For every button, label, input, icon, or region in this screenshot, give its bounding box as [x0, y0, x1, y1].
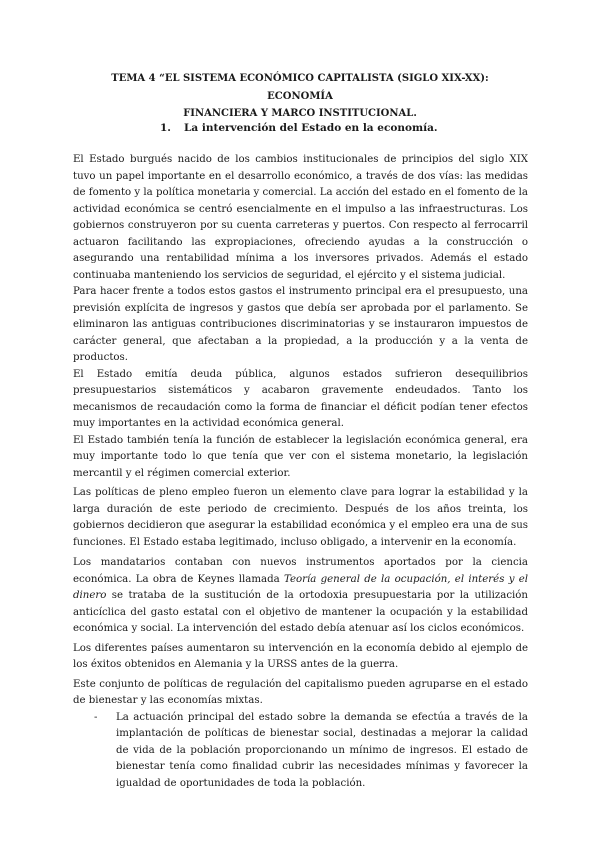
- keynes-text-after: se trataba de la sustitución de la ortodoxia presupuestaria por la utilización anticíclica del gasto estatal con el objetivo de mantener la ocupación y la estabilidad económica y social. La intervención del estado debía atenuar así los ciclos económicos.: [73, 590, 528, 634]
- paragraph-presupuesto: Para hacer frente a todos estos gastos el instrumento principal era el presupuesto, una previsión explícita de ingresos y gastos que debía ser aprobada por el parlamento. Se eliminaron las antiguas contribuciones discriminatorias y se instauraron impuestos de carácter general, que afectaban a la propiedad, a la producción y a la venta de productos.: [73, 286, 528, 363]
- document-title: [80, 70, 520, 123]
- keynes-text-before: Los mandatarios contaban con nuevos instrumentos aportados por la ciencia económica. La obra de Keynes llamada: [73, 557, 528, 585]
- paragraph-legislacion: El Estado también tenía la función de establecer la legislación económica general, era muy importante todo lo que tenía que ver con el sistema monetario, la legislación mercantil y el régimen comercial exterior.: [73, 434, 528, 479]
- paragraph-paises: Los diferentes países aumentaron su intervención en la economía debido al ejemplo de los éxitos obtenidos en Alemania y la URSS antes de la guerra.: [73, 642, 528, 670]
- paragraph-pleno-empleo: Las políticas de pleno empleo fueron un elemento clave para lograr la estabilidad y la larga duración de este periodo de crecimiento. Después de los años treinta, los gobiernos decidieron que asegurar la estabilidad económica y el empleo era una de sus funciones. El Estado estaba legitimado, incluso obligado, a intervenir en la economía.: [73, 487, 528, 548]
- bullet-marker: -: [94, 711, 98, 723]
- list-item-text: La actuación principal del estado sobre la demanda se efectúa a través de la implantación de políticas de bienestar social, destinadas a mejorar la calidad de vida de la población proporcionando un mínimo de ingresos. El estado de bienestar tenía como finalidad cubrir las necesidades mínimas y favorecer la igualdad de oportunidades de toda la población.: [116, 711, 528, 789]
- document-body: [73, 152, 528, 792]
- keynes-book-title: Teoría general de la ocupación, el interés y el dinero: [73, 573, 528, 601]
- section-title: La intervención del Estado en la economía.: [184, 122, 438, 134]
- title-line-1: TEMA 4 “EL SISTEMA ECONÓMICO CAPITALISTA (SIGLO XIX-XX): ECONOMÍA: [111, 73, 489, 102]
- section-heading: [160, 120, 438, 137]
- bullet-list: [73, 710, 528, 793]
- title-line-2: FINANCIERA Y MARCO INSTITUCIONAL.: [183, 108, 417, 119]
- paragraph-bienestar: Este conjunto de políticas de regulación del capitalismo pueden agruparse en el estado de bienestar y las economías mixtas.: [73, 678, 528, 706]
- paragraph-keynes: [73, 555, 528, 638]
- paragraph-fomento: El Estado burgués nacido de los cambios institucionales de principios del siglo XIX tuvo un papel importante en el desarrollo económico, a través de dos vías: las medidas de fomento y la política monetaria y comercial. La acción del estado en el fomento de la actividad económica se centró esencialmente en el impulso a las infraestructuras. Los gobiernos construyeron por su cuenta carreteras y puertos. Con respecto al ferrocarril actuaron facilitando las expropiaciones, ofreciendo ayudas a la construcción o asegurando una rentabilidad mínima a los inversores privados. Además el estado continuaba manteniendo los servicios de seguridad, el ejército y el sistema judicial.: [73, 154, 528, 281]
- list-item: [73, 710, 528, 793]
- paragraph-deuda: El Estado emitía deuda pública, algunos estados sufrieron desequilibrios presupuestarios sistemáticos y acabaron gravemente endeudados. Tanto los mecanismos de recaudación como la forma de financiar el déficit podían tener efectos muy importantes en la actividad económica general.: [73, 368, 528, 429]
- section-number: 1.: [160, 122, 171, 134]
